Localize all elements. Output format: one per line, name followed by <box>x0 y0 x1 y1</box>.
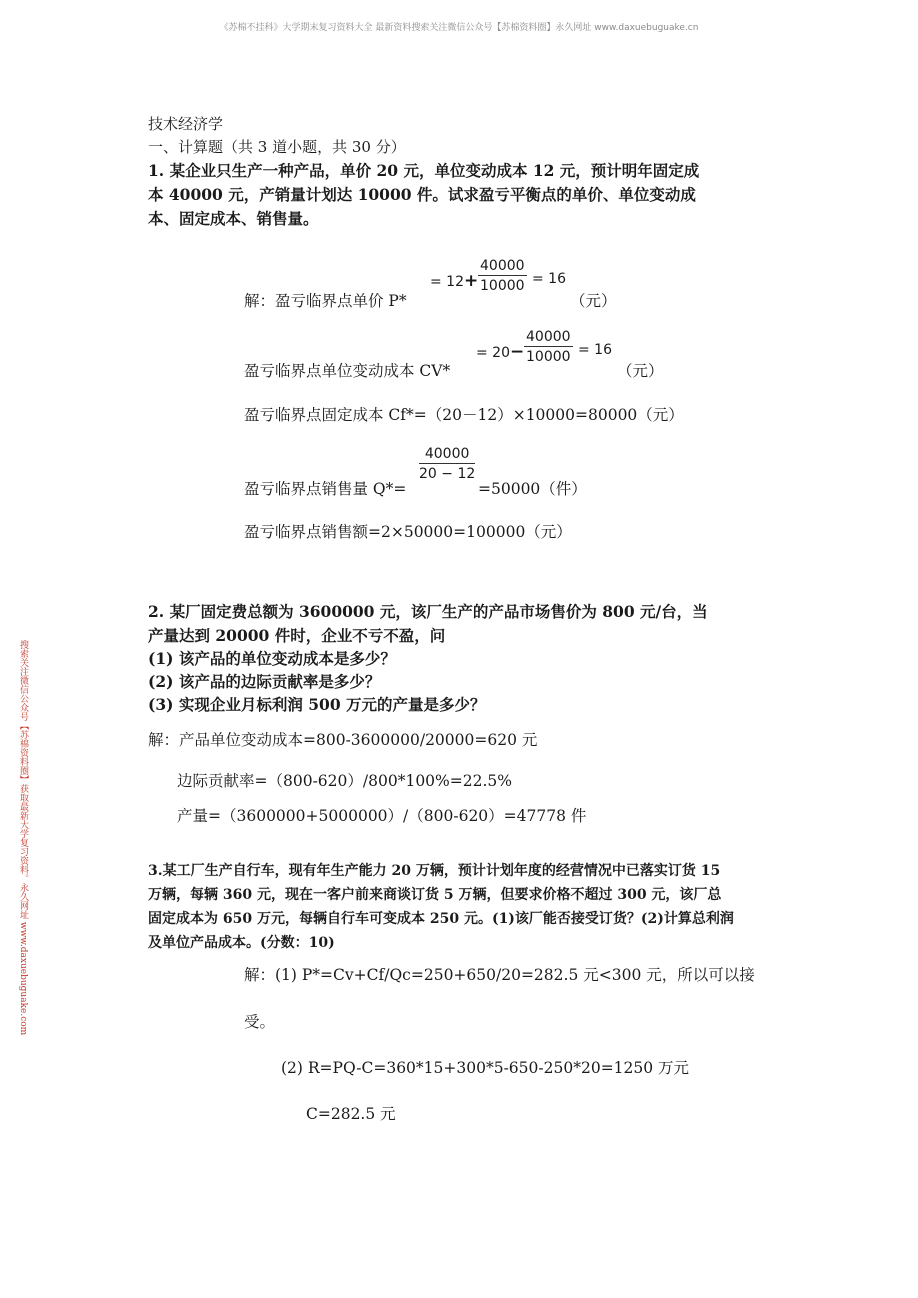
q2-answer-output: 产量=（3600000+5000000）/（800-620）=47778 件 <box>177 807 587 825</box>
q1-cv-unit: （元） <box>617 362 664 380</box>
q1-cv-fraction <box>524 329 573 365</box>
q1-text-line-1: 1. 某企业只生产一种产品，单价 20 元，单位变动成本 12 元，预计明年固定成 <box>148 161 700 180</box>
q3-text-line-3: 固定成本为 650 万元，每辆自行车可变成本 250 元。(1)该厂能否接受订货？(2)计算总利润 <box>148 911 734 927</box>
q1-cv-numerator: 40000 <box>526 329 571 345</box>
q1-answer-fixed-cost: 盈亏临界点固定成本 Cf*=（20－12）×10000=80000（元） <box>244 406 684 424</box>
q3-answer-2: (2) R=PQ-C=360*15+300*5-650-250*20=1250 万元 <box>281 1059 690 1077</box>
q1-price-fraction <box>478 258 527 294</box>
q2-text-line-1: 2. 某厂固定费总额为 3600000 元，该厂生产的产品市场售价为 800 元/台，当 <box>148 602 708 621</box>
q2-sub-question-1: (1) 该产品的单位变动成本是多少？ <box>148 649 396 668</box>
q3-text-line-4: 及单位产品成本。(分数：10) <box>148 935 335 951</box>
q2-sub-question-3: (3) 实现企业月标利润 500 万元的产量是多少？ <box>148 695 486 714</box>
q1-cv-denominator: 10000 <box>526 349 571 365</box>
q3-answer-1-line-2: 受。 <box>244 1013 276 1031</box>
q1-text-line-3: 本、固定成本、销售量。 <box>148 209 319 228</box>
q1-quantity-numerator: 40000 <box>419 446 475 464</box>
q1-price-result: = 16 <box>532 271 566 287</box>
q1-answer-sales: 盈亏临界点销售额=2×50000=100000（元） <box>244 523 572 541</box>
q3-text-line-2: 万辆，每辆 360 元，现在一客户前来商谈订货 5 万辆，但要求价格不超过 300 元，该厂总 <box>148 887 722 903</box>
doc-title: 技术经济学 <box>148 115 224 133</box>
q1-quantity-denominator: 20 − 12 <box>419 466 476 482</box>
q1-price-denominator: 10000 <box>480 278 525 294</box>
side-watermark-note: 搜索关注微信公众号【苏棉资料圈】获取最新大学复习资料。永久网址 www.daxuebuguake.com <box>18 640 28 1036</box>
q1-answer-cv-label: 盈亏临界点单位变动成本 CV* <box>244 362 451 380</box>
q1-price-operator: + <box>464 271 479 291</box>
q3-answer-unit-cost: C=282.5 元 <box>306 1105 396 1123</box>
q1-quantity-fraction <box>419 446 475 482</box>
q2-answer-variable-cost: 解：产品单位变动成本=800-3600000/20000=620 元 <box>148 731 538 749</box>
q2-sub-question-2: (2) 该产品的边际贡献率是多少？ <box>148 672 381 691</box>
q1-answer-cv-equals <box>476 342 524 362</box>
q3-text-line-1: 3.某工厂生产自行车，现有年生产能力 20 万辆，预计计划年度的经营情况中已落实订货 15 <box>148 863 721 879</box>
q1-price-pre: = 12 <box>430 274 464 290</box>
q1-text-line-2: 本 40000 元，产销量计划达 10000 件。试求盈亏平衡点的单价、单位变动成 <box>148 185 696 204</box>
q1-answer-quantity-label: 盈亏临界点销售量 Q*= <box>244 480 407 498</box>
q1-answer-price-label: 解：盈亏临界点单价 P* <box>244 292 407 310</box>
q1-quantity-result: =50000（件） <box>478 480 587 498</box>
q1-price-unit: （元） <box>570 292 617 310</box>
q3-answer-1-line-1: 解：(1) P*=Cv+Cf/Qc=250+650/20=282.5 元<300 元，所以可以接 <box>244 966 755 984</box>
section-heading: 一、计算题（共 3 道小题，共 30 分） <box>148 138 406 156</box>
q2-answer-margin-rate: 边际贡献率=（800-620）/800*100%=22.5% <box>177 772 512 790</box>
q1-answer-price-equals <box>430 271 478 291</box>
header-watermark-note: 《苏棉不挂科》大学期末复习资料大全 最新资料搜索关注微信公众号【苏棉资料圈】永久网址 www.daxuebuguake.cn <box>219 23 699 33</box>
q1-cv-operator: − <box>510 342 525 362</box>
q2-text-line-2: 产量达到 20000 件时，企业不亏不盈，问 <box>148 626 446 645</box>
q1-price-numerator: 40000 <box>480 258 525 274</box>
q1-cv-result: = 16 <box>578 342 612 358</box>
q1-cv-pre: = 20 <box>476 345 510 361</box>
